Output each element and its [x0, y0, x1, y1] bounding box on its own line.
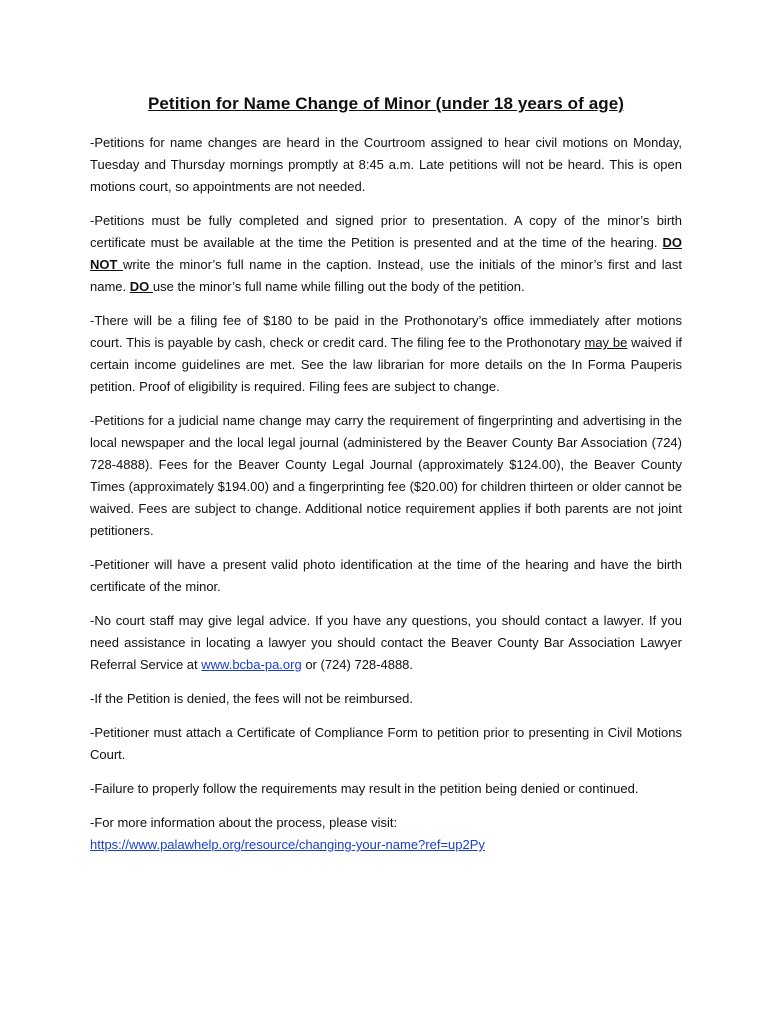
paragraph-more-info — [90, 812, 682, 856]
do-emphasis: DO — [129, 279, 153, 294]
page-title: Petition for Name Change of Minor (under 18 years of age) — [147, 94, 625, 113]
paragraph-petition-completion — [90, 210, 682, 298]
text-segment: -No court staff may give legal advice. If you have any questions, you should contact a lawyer. If you need assistance in locating a lawyer you should contact the Beaver County Bar Association Lawyer Referral Service at — [90, 613, 682, 672]
paragraph-legal-advice — [90, 610, 682, 676]
bcba-website-link[interactable]: www.bcba-pa.org — [201, 657, 302, 672]
text-segment: use the minor’s full name while filling out the body of the petition. — [152, 279, 525, 294]
text-segment: write the minor’s full name in the caption. Instead, use the initials of the minor’s first and last name. — [90, 257, 683, 294]
paragraph-fingerprinting-advertising: -Petitions for a judicial name change may carry the requirement of fingerprinting and advertising in the local newspaper and the local legal journal (administered by the Beaver County Bar Association (724) 728-4888). Fees for the Beaver County Legal Journal (approximately $124.00), the Beaver County Times (approximately $194.00) and a fingerprinting fee ($20.00) for children thirteen or older cannot be waived. Fees are subject to change. Additional notice requirement applies if both parents are not joint petitioners. — [90, 413, 682, 538]
paragraph-failure-warning: -Failure to properly follow the requirements may result in the petition being denied or continued. — [90, 781, 639, 796]
paragraph-photo-id: -Petitioner will have a present valid photo identification at the time of the hearing and have the birth certificate of the minor. — [90, 557, 682, 594]
text-segment: -For more information about the process, please visit: — [90, 815, 398, 830]
text-segment: or (724) 728-4888. — [301, 657, 414, 672]
paragraph-fees-not-reimbursed: -If the Petition is denied, the fees will not be reimbursed. — [90, 691, 414, 706]
text-segment: -Petitions must be fully completed and signed prior to presentation. A copy of the minor’s birth certificate must be available at the time the Petition is presented and at the time of the hearing. — [90, 213, 682, 250]
palawhelp-link[interactable]: https://www.palawhelp.org/resource/changing-your-name?ref=up2Py — [90, 837, 485, 852]
may-be-emphasis: may be — [584, 335, 628, 350]
paragraph-filing-fee — [90, 310, 682, 398]
text-segment: -There will be a filing fee of $180 to be paid in the Prothonotary’s office immediately after motions court. This is payable by cash, check or credit card. The filing fee to the Prothonotary — [90, 313, 682, 350]
paragraph-certificate-of-compliance: -Petitioner must attach a Certificate of Compliance Form to petition prior to presenting in Civil Motions Court. — [90, 725, 682, 762]
do-not-emphasis: DO NOT — [90, 235, 682, 272]
text-segment: waived if certain income guidelines are met. See the law librarian for more details on the In Forma Pauperis petition. Proof of eligibility is required. Filing fees are subject to change. — [90, 335, 682, 394]
paragraph-hearing-schedule: -Petitions for name changes are heard in the Courtroom assigned to hear civil motions on Monday, Tuesday and Thursday mornings promptly at 8:45 a.m. Late petitions will not be heard. This is open motions court, so appointments are not needed. — [90, 135, 682, 194]
